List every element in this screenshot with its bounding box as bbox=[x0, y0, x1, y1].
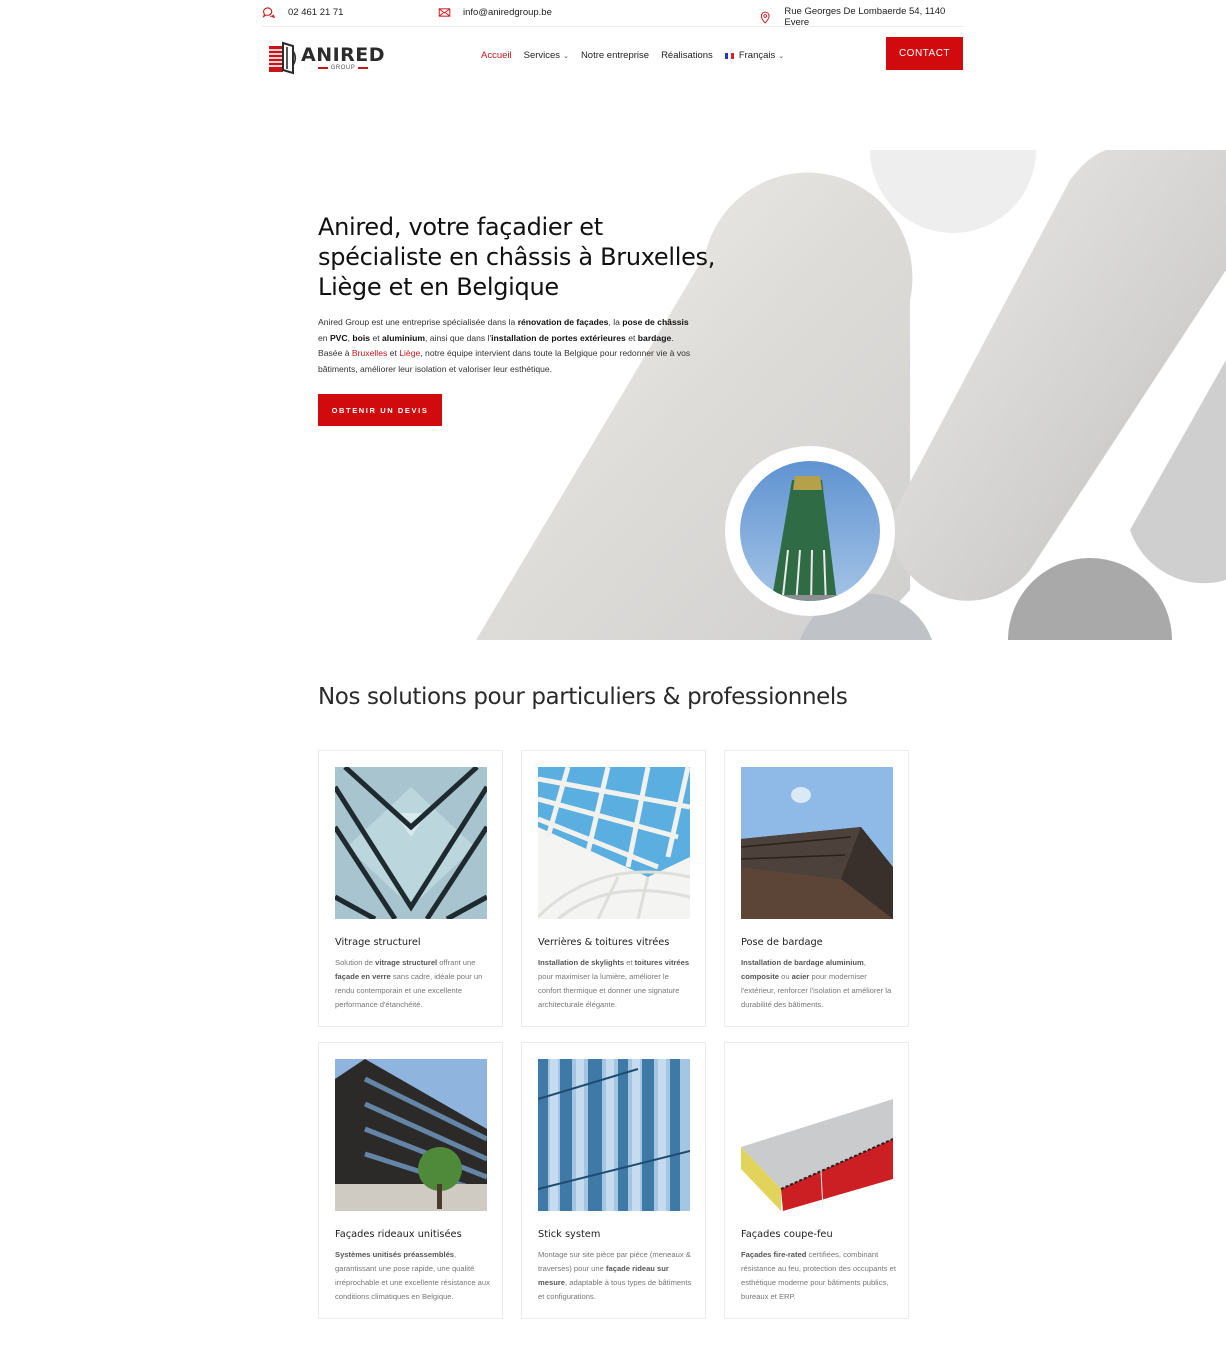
nav-services[interactable]: Services ⌄ bbox=[523, 50, 569, 61]
cladding-image bbox=[741, 767, 893, 919]
chevron-down-icon: ⌄ bbox=[563, 52, 569, 60]
card-title: Pose de bardage bbox=[741, 937, 823, 948]
solution-card[interactable] bbox=[318, 1042, 503, 1319]
nav-language-selector[interactable]: Français ⌄ bbox=[725, 50, 784, 61]
city-link[interactable]: Liège bbox=[399, 348, 421, 359]
hero-description: Anired Group est une entreprise spécialisée dans la rénovation de façades, la pose de châssis en PVC, bois et aluminium, ainsi que dans l'installation de portes extérieures et bardage. Basée à Bruxelles et Liège, notre équipe intervient dans toute la Belgique pour redonner vie à vos bâtiments, améliorer leur isolation et valoriser leur esthétique. bbox=[318, 317, 691, 374]
hero-title: Anired, votre façadier et spécialiste en châssis à Bruxelles, Liège et en Belgique bbox=[318, 213, 716, 301]
nav-realisations[interactable]: Réalisations bbox=[661, 50, 713, 61]
get-quote-button[interactable]: OBTENIR UN DEVIS bbox=[318, 394, 442, 426]
envelope-icon bbox=[438, 6, 451, 19]
address-contact[interactable] bbox=[759, 6, 964, 28]
logo-building-icon bbox=[267, 39, 297, 77]
card-title: Façades rideaux unitisées bbox=[335, 1229, 462, 1240]
fire-rated-panel-image bbox=[741, 1059, 893, 1211]
french-flag-icon bbox=[725, 53, 734, 59]
card-description: Solution de vitrage structurel offrant une façade en verre sans cadre, idéale pour un rendu contemporain et une excellente performance d'étanchéité. bbox=[335, 958, 483, 1009]
card-description: Montage sur site pièce par pièce (meneaux & traverses) pour une façade rideau sur mesure, adaptable à tous types de bâtiments et configurations. bbox=[538, 1250, 692, 1301]
solutions-section-title: Nos solutions pour particuliers & professionnels bbox=[318, 684, 848, 710]
card-title: Stick system bbox=[538, 1229, 601, 1240]
card-description: Façades fire-rated certifiées, combinant résistance au feu, protection des occupants et esthétique moderne pour bâtiments publics, bureaux et ERP. bbox=[741, 1250, 896, 1301]
city-link[interactable]: Bruxelles bbox=[351, 348, 388, 359]
card-title: Vitrage structurel bbox=[335, 937, 421, 948]
chevron-down-icon: ⌄ bbox=[778, 52, 785, 60]
card-description: Installation de skylights et toitures vitrées pour maximiser la lumière, améliorer le confort thermique et donner une signature architecturale élégante. bbox=[538, 958, 690, 1009]
email-contact[interactable] bbox=[438, 6, 552, 19]
phone-number: 02 461 21 71 bbox=[288, 7, 344, 18]
nav-accueil[interactable]: Accueil bbox=[481, 50, 512, 61]
solution-card[interactable] bbox=[521, 750, 706, 1027]
nav-notre-entreprise[interactable]: Notre entreprise bbox=[580, 50, 650, 61]
logo[interactable] bbox=[267, 38, 386, 78]
solution-card[interactable] bbox=[318, 750, 503, 1027]
map-pin-icon bbox=[759, 11, 771, 24]
solution-card[interactable] bbox=[724, 750, 909, 1027]
logo-subtitle: GROUP bbox=[318, 65, 369, 71]
main-nav bbox=[481, 50, 784, 61]
logo-name: ANIRED bbox=[301, 44, 386, 66]
skylight-image bbox=[538, 767, 690, 919]
contact-button[interactable]: CONTACT bbox=[886, 37, 963, 70]
solution-card[interactable] bbox=[724, 1042, 909, 1319]
card-description: Installation de bardage aluminium, composite ou acier pour moderniser l'extérieur, renforcer l'isolation et améliorer la durabilité des bâtiments. bbox=[741, 958, 892, 1009]
solution-card[interactable] bbox=[521, 1042, 706, 1319]
stick-system-image bbox=[538, 1059, 690, 1211]
card-title: Façades coupe-feu bbox=[741, 1229, 833, 1240]
structural-glazing-image bbox=[335, 767, 487, 919]
email-address: info@aniredgroup.be bbox=[463, 7, 552, 18]
chat-phone-icon bbox=[262, 6, 275, 19]
phone-contact[interactable] bbox=[262, 6, 343, 19]
top-contact-bar bbox=[262, 0, 964, 27]
unitized-curtain-wall-image bbox=[335, 1059, 487, 1211]
card-title: Verrières & toitures vitrées bbox=[538, 937, 670, 948]
card-description: Systèmes unitisés préassemblés, garantissant une pose rapide, une qualité irréprochable et une excellente résistance aux conditions climatiques en Belgique. bbox=[335, 1250, 490, 1301]
address: Rue Georges De Lombaerde 54, 1140 Evere bbox=[784, 6, 946, 28]
